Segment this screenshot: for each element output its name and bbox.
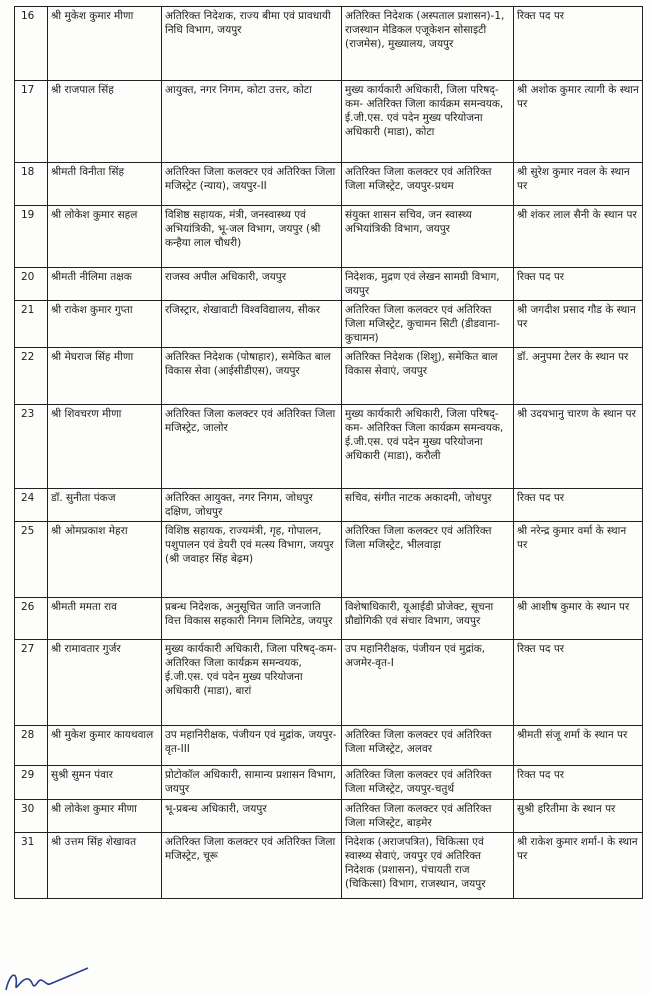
remark-cell: रिक्त पद पर: [514, 766, 643, 800]
officer-name-cell: श्री रामावतार गुर्जर: [48, 640, 162, 726]
serial-number-cell: 30: [15, 800, 48, 833]
serial-number-cell: 26: [15, 598, 48, 640]
current-posting-cell: मुख्य कार्यकारी अधिकारी, जिला परिषद्-कम- अतिरिक्त जिला कार्यक्रम समन्वयक, ई.जी.एस. एवं पदेन मुख्य परियोजना अधिकारी (माडा), बारां: [162, 640, 342, 726]
new-posting-cell: अतिरिक्त निदेशक (अस्पताल प्रशासन)-1, राजस्थान मेडिकल एजूकेशन सोसाइटी (राजमेस), मुख्यालय, जयपुर: [342, 7, 514, 81]
serial-number-cell: 22: [15, 348, 48, 405]
transfer-list-table: [14, 6, 643, 899]
serial-number-cell: 21: [15, 301, 48, 348]
serial-number-cell: 16: [15, 7, 48, 81]
new-posting-cell: मुख्य कार्यकारी अधिकारी, जिला परिषद्-कम- अतिरिक्त जिला कार्यक्रम समन्वयक, ई.जी.एस. एवं पदेन मुख्य परियोजना अधिकारी (माडा), करौली: [342, 405, 514, 489]
serial-number-cell: 20: [15, 268, 48, 301]
remark-cell: रिक्त पद पर: [514, 489, 643, 522]
table-row: [15, 163, 643, 206]
officer-name-cell: श्रीमती नीलिमा तक्षक: [48, 268, 162, 301]
serial-number-cell: 27: [15, 640, 48, 726]
serial-number-cell: 18: [15, 163, 48, 206]
new-posting-cell: विशेषाधिकारी, यूआईडी प्रोजेक्ट, सूचना प्रौद्योगिकी एवं संचार विभाग, जयपुर: [342, 598, 514, 640]
table-row: [15, 489, 643, 522]
remark-cell: सुश्री हरितीमा के स्थान पर: [514, 800, 643, 833]
officer-name-cell: श्री ओमप्रकाश मेहरा: [48, 522, 162, 598]
current-posting-cell: विशिष्ठ सहायक, मंत्री, जनस्वास्थ्य एवं अभियांत्रिकी, भू-जल विभाग, जयपुर (श्री कन्हैया लाल चौधरी): [162, 206, 342, 268]
current-posting-cell: आयुक्त, नगर निगम, कोटा उत्तर, कोटा: [162, 81, 342, 163]
table-row: [15, 206, 643, 268]
officer-name-cell: श्री शिवचरण मीणा: [48, 405, 162, 489]
table-row: [15, 7, 643, 81]
serial-number-cell: 29: [15, 766, 48, 800]
table-row: [15, 598, 643, 640]
remark-cell: रिक्त पद पर: [514, 640, 643, 726]
table-row: [15, 726, 643, 766]
remark-cell: श्री जगदीश प्रसाद गौड के स्थान पर: [514, 301, 643, 348]
officer-name-cell: श्री मेघराज सिंह मीणा: [48, 348, 162, 405]
officer-name-cell: डॉ. सुनीता पंकज: [48, 489, 162, 522]
officer-name-cell: श्री राकेश कुमार गुप्ता: [48, 301, 162, 348]
remark-cell: श्री नरेन्द्र कुमार वर्मा के स्थान पर: [514, 522, 643, 598]
current-posting-cell: रजिस्ट्रार, शेखावाटी विश्वविद्यालय, सीकर: [162, 301, 342, 348]
signature-mark: [2, 962, 92, 996]
serial-number-cell: 24: [15, 489, 48, 522]
table-row: [15, 268, 643, 301]
current-posting-cell: अतिरिक्त आयुक्त, नगर निगम, जोधपुर दक्षिण, जोधपुर: [162, 489, 342, 522]
remark-cell: श्री आशीष कुमार के स्थान पर: [514, 598, 643, 640]
officer-name-cell: श्रीमती ममता राव: [48, 598, 162, 640]
officer-name-cell: श्री मुकेश कुमार मीणा: [48, 7, 162, 81]
officer-name-cell: सुश्री सुमन पंवार: [48, 766, 162, 800]
serial-number-cell: 31: [15, 833, 48, 899]
current-posting-cell: राजस्व अपील अधिकारी, जयपुर: [162, 268, 342, 301]
remark-cell: श्रीमती संजू शर्मा के स्थान पर: [514, 726, 643, 766]
current-posting-cell: प्रोटोकॉल अधिकारी, सामान्य प्रशासन विभाग, जयपुर: [162, 766, 342, 800]
remark-cell: श्री उदयभानु चारण के स्थान पर: [514, 405, 643, 489]
table-row: [15, 405, 643, 489]
remark-cell: डॉ. अनुपमा टेलर के स्थान पर: [514, 348, 643, 405]
new-posting-cell: अतिरिक्त जिला कलक्टर एवं अतिरिक्त जिला मजिस्ट्रेट, भीलवाड़ा: [342, 522, 514, 598]
new-posting-cell: उप महानिरीक्षक, पंजीयन एवं मुद्रांक, अजमेर-वृत-I: [342, 640, 514, 726]
officer-name-cell: श्रीमती विनीता सिंह: [48, 163, 162, 206]
table-row: [15, 833, 643, 899]
current-posting-cell: प्रबन्ध निदेशक, अनुसूचित जाति जनजाति वित्त विकास सहकारी निगम लिमिटेड, जयपुर: [162, 598, 342, 640]
table-row: [15, 301, 643, 348]
table-row: [15, 348, 643, 405]
table-row: [15, 640, 643, 726]
serial-number-cell: 28: [15, 726, 48, 766]
new-posting-cell: संयुक्त शासन सचिव, जन स्वास्थ्य अभियांत्रिकी विभाग, जयपुर: [342, 206, 514, 268]
new-posting-cell: सचिव, संगीत नाटक अकादमी, जोधपुर: [342, 489, 514, 522]
new-posting-cell: अतिरिक्त जिला कलक्टर एवं अतिरिक्त जिला मजिस्ट्रेट, जयपुर-चतुर्थ: [342, 766, 514, 800]
new-posting-cell: अतिरिक्त जिला कलक्टर एवं अतिरिक्त जिला मजिस्ट्रेट, अलवर: [342, 726, 514, 766]
officer-name-cell: श्री उत्तम सिंह शेखावत: [48, 833, 162, 899]
officer-name-cell: श्री मुकेश कुमार कायथवाल: [48, 726, 162, 766]
officer-name-cell: श्री लोकेश कुमार सहल: [48, 206, 162, 268]
remark-cell: श्री शंकर लाल सैनी के स्थान पर: [514, 206, 643, 268]
current-posting-cell: उप महानिरीक्षक, पंजीयन एवं मुद्रांक, जयपुर-वृत-III: [162, 726, 342, 766]
new-posting-cell: अतिरिक्त जिला कलक्टर एवं अतिरिक्त जिला मजिस्ट्रेट, कुचामन सिटी (डीडवाना-कुचामन): [342, 301, 514, 348]
current-posting-cell: अतिरिक्त जिला कलक्टर एवं अतिरिक्त जिला मजिस्ट्रेट, चूरू: [162, 833, 342, 899]
new-posting-cell: निदेशक (अराजपत्रित), चिकित्सा एवं स्वास्थ्य सेवाएं, जयपुर एवं अतिरिक्त निदेशक (प्रशासन), पंचायती राज (चिकित्सा) विभाग, राजस्थान, जयपुर: [342, 833, 514, 899]
remark-cell: श्री सुरेश कुमार नवल के स्थान पर: [514, 163, 643, 206]
serial-number-cell: 25: [15, 522, 48, 598]
table-row: [15, 81, 643, 163]
current-posting-cell: अतिरिक्त निदेशक, राज्य बीमा एवं प्रावधायी निधि विभाग, जयपुर: [162, 7, 342, 81]
serial-number-cell: 19: [15, 206, 48, 268]
new-posting-cell: मुख्य कार्यकारी अधिकारी, जिला परिषद्-कम- अतिरिक्त जिला कार्यक्रम समन्वयक, ई.जी.एस. एवं पदेन मुख्य परियोजना अधिकारी (माडा), कोटा: [342, 81, 514, 163]
remark-cell: रिक्त पद पर: [514, 7, 643, 81]
remark-cell: श्री राकेश कुमार शर्मा-I के स्थान पर: [514, 833, 643, 899]
remark-cell: श्री अशोक कुमार त्यागी के स्थान पर: [514, 81, 643, 163]
serial-number-cell: 17: [15, 81, 48, 163]
serial-number-cell: 23: [15, 405, 48, 489]
new-posting-cell: अतिरिक्त निदेशक (शिशु), समेकित बाल विकास सेवाएं, जयपुर: [342, 348, 514, 405]
officer-name-cell: श्री लोकेश कुमार मीणा: [48, 800, 162, 833]
new-posting-cell: अतिरिक्त जिला कलक्टर एवं अतिरिक्त जिला मजिस्ट्रेट, जयपुर-प्रथम: [342, 163, 514, 206]
table-row: [15, 522, 643, 598]
current-posting-cell: अतिरिक्त निदेशक (पोषाहार), समेकित बाल विकास सेवा (आईसीडीएस), जयपुर: [162, 348, 342, 405]
current-posting-cell: भू-प्रबन्ध अधिकारी, जयपुर: [162, 800, 342, 833]
officer-name-cell: श्री राजपाल सिंह: [48, 81, 162, 163]
current-posting-cell: विशिष्ठ सहायक, राज्यमंत्री, गृह, गोपालन, पशुपालन एवं डेयरी एवं मत्स्य विभाग, जयपुर (श्री जवाहर सिंह बेढ़म): [162, 522, 342, 598]
current-posting-cell: अतिरिक्त जिला कलक्टर एवं अतिरिक्त जिला मजिस्ट्रेट, जालोर: [162, 405, 342, 489]
new-posting-cell: निदेशक, मुद्रण एवं लेखन सामग्री विभाग, जयपुर: [342, 268, 514, 301]
table-row: [15, 800, 643, 833]
remark-cell: रिक्त पद पर: [514, 268, 643, 301]
table-row: [15, 766, 643, 800]
new-posting-cell: अतिरिक्त जिला कलक्टर एवं अतिरिक्त जिला मजिस्ट्रेट, बाड़मेर: [342, 800, 514, 833]
current-posting-cell: अतिरिक्त जिला कलक्टर एवं अतिरिक्त जिला मजिस्ट्रेट (न्याय), जयपुर-II: [162, 163, 342, 206]
